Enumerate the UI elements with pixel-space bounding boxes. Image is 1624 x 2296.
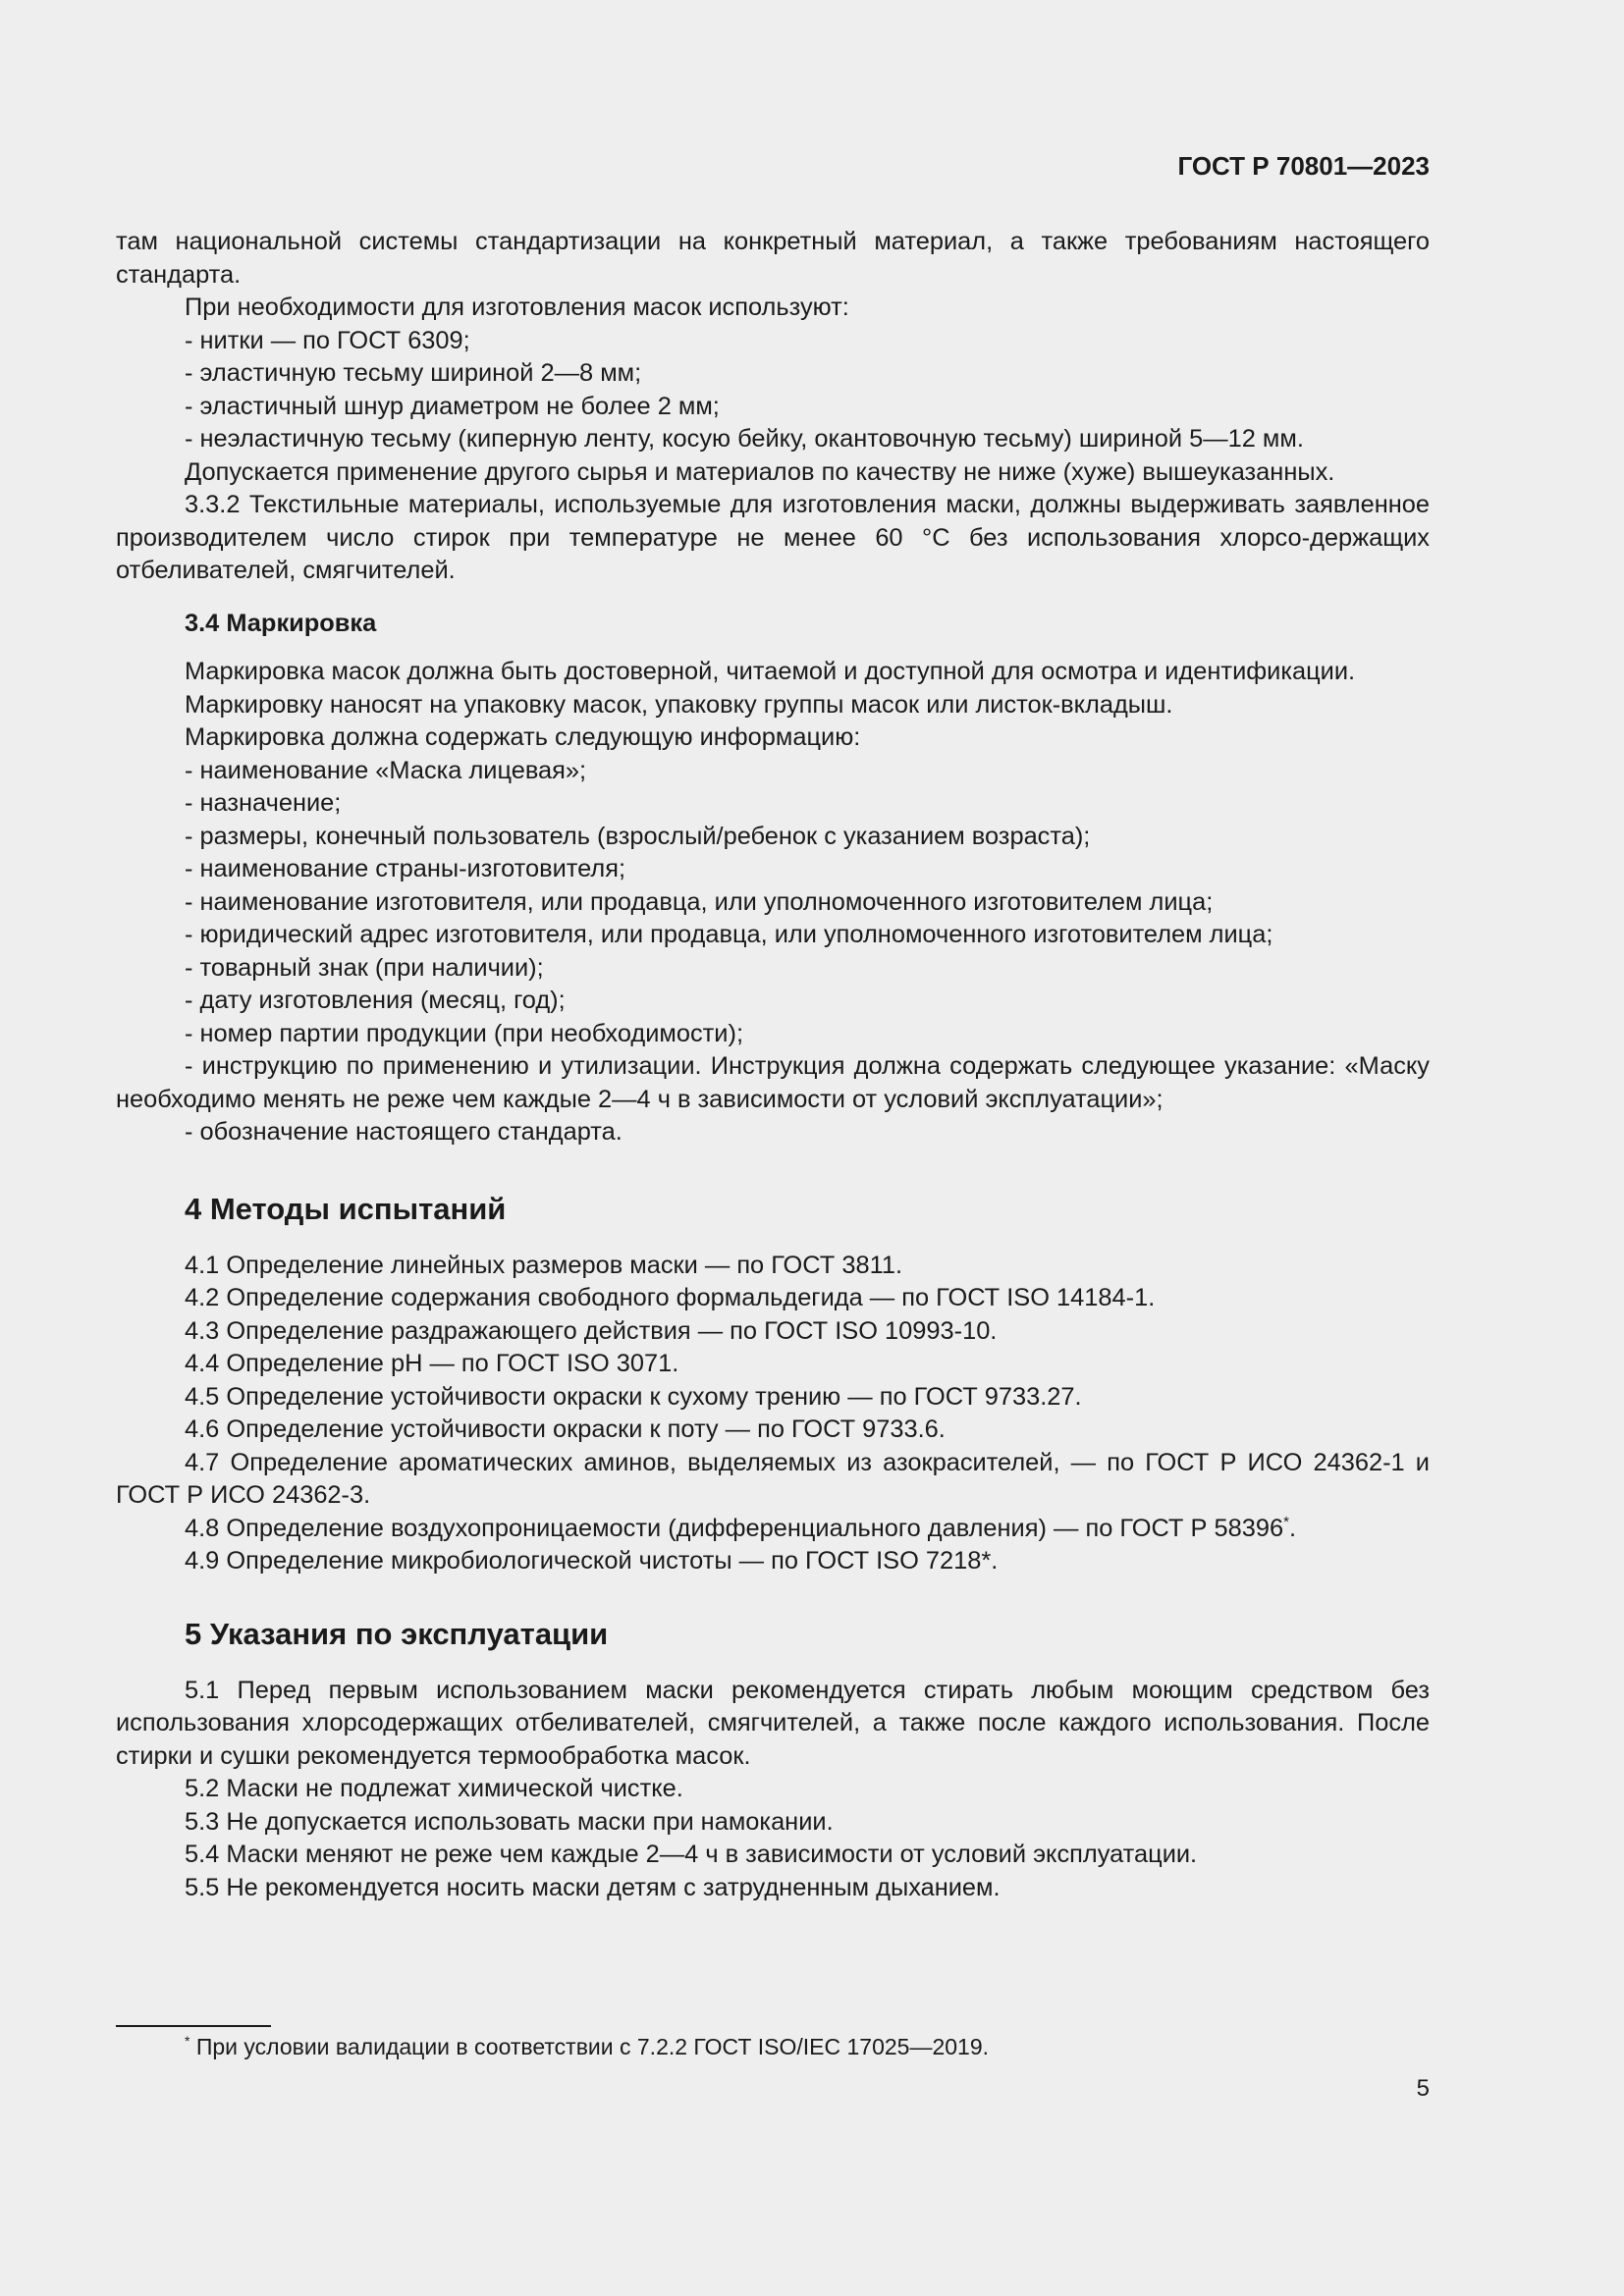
footnote-mark: * [185, 2033, 190, 2049]
list-item: 4.7 Определение ароматических аминов, выделяемых из азокрасителей, — по ГОСТ Р ИСО 24362-1 и ГОСТ Р ИСО 24362-3. [116, 1448, 1430, 1509]
list-item: - юридический адрес изготовителя, или продавца, или уполномоченного изготовителем лица; [185, 921, 1273, 948]
list-item: - назначение; [185, 789, 342, 817]
paragraph: Маркировку наносят на упаковку масок, упаковку группы масок или листок-вкладыш. [185, 690, 1173, 719]
item-text: 4.8 Определение воздухопроницаемости (дифференциального давления) — по ГОСТ Р 58396 [185, 1514, 1284, 1542]
paragraph: Маркировка должна содержать следующую информацию: [185, 723, 861, 751]
paragraphs-top [116, 226, 1430, 588]
list-item: - наименование страны-изготовителя; [185, 855, 626, 882]
list-item: - инструкцию по применению и утилизации. Инструкция должна содержать следующее указание: «Маску необходимо менять не реже чем каждые 2—4 ч в зависимости от условий эксплуатации»; [116, 1052, 1430, 1113]
list-item: - наименование изготовителя, или продавца, или уполномоченного изготовителем лица; [185, 887, 1214, 916]
list-item: - эластичный шнур диаметром не более 2 мм; [185, 392, 720, 420]
list-item: 5.4 Маски меняют не реже чем каждые 2—4 ч в зависимости от условий эксплуатации. [185, 1841, 1198, 1868]
list-item: 4.6 Определение устойчивости окраски к поту — по ГОСТ 9733.6. [185, 1415, 946, 1443]
paragraph: Маркировка масок должна быть достоверной, читаемой и доступной для осмотра и идентификации. [185, 658, 1356, 685]
list-item: 4.2 Определение содержания свободного формальдегида — по ГОСТ ISO 14184-1. [185, 1284, 1156, 1311]
paragraph: Допускается применение другого сырья и материалов по качеству не ниже (хуже) вышеуказанных. [185, 457, 1335, 486]
list-item: 4.1 Определение линейных размеров маски — по ГОСТ 3811. [185, 1251, 903, 1279]
list-item: - эластичную тесьму шириной 2—8 мм; [185, 359, 642, 387]
page-number: 5 [1416, 2075, 1430, 2102]
paragraph: 3.3.2 Текстильные материалы, используемые для изготовления маски, должны выдерживать заявленное производителем число стирок при температуре не менее 60 °С без использования хлорсо-держащих отбеливателей, смягчителей. [116, 491, 1430, 584]
list-item: - неэластичную тесьму (киперную ленту, косую бейку, окантовочную тесьму) шириной 5—12 мм. [185, 425, 1304, 453]
list-item: 5.5 Не рекомендуется носить маски детям с затрудненным дыханием. [185, 1873, 1001, 1901]
footnote-text: При условии валидации в соответствии с 7.2.2 ГОСТ ISO/IEC 17025—2019. [189, 2034, 990, 2059]
list-item: 5.2 Маски не подлежат химической чистке. [185, 1775, 683, 1802]
section-heading: 5 Указания по эксплуатации [185, 1616, 609, 1651]
paragraph: При необходимости для изготовления масок используют: [185, 294, 849, 321]
list-item: 4.4 Определение рН — по ГОСТ ISO 3071. [185, 1350, 679, 1377]
item-tail: . [1288, 1514, 1297, 1542]
section-3-4 [116, 608, 1430, 1149]
list-item: - наименование «Маска лицевая»; [185, 756, 587, 784]
list-item: 5.1 Перед первым использованием маски рекомендуется стирать любым моющим средством без использования хлорсодержащих отбеливателей, смягчителей, а также после каждого использования. После стирки и сушки рекомендуется термообработка масок. [116, 1676, 1430, 1770]
list-item: 4.5 Определение устойчивости окраски к сухому трению — по ГОСТ 9733.27. [185, 1382, 1082, 1411]
list-item: - размеры, конечный пользователь (взрослый/ребенок с указанием возраста); [185, 822, 1091, 850]
list-item: - нитки — по ГОСТ 6309; [185, 326, 470, 354]
list-item: - обозначение настоящего стандарта. [185, 1118, 623, 1146]
section-heading: 4 Методы испытаний [185, 1191, 507, 1226]
paragraph: там национальной системы стандартизации на конкретный материал, а также требованиям настоящего стандарта. [116, 228, 1430, 289]
section-heading: 3.4 Маркировка [185, 609, 377, 637]
list-item: - номер партии продукции (при необходимости); [185, 1019, 743, 1047]
list-item: - дату изготовления (месяц, год); [185, 987, 566, 1014]
list-item: 4.3 Определение раздражающего действия — по ГОСТ ISO 10993-10. [185, 1316, 998, 1345]
footnote-divider [116, 2025, 271, 2027]
section-4 [116, 1191, 1430, 1578]
list-item: 5.3 Не допускается использовать маски при намокании. [185, 1807, 834, 1836]
document-body [116, 226, 1430, 1904]
section-5 [116, 1616, 1430, 1905]
list-item: - товарный знак (при наличии); [185, 953, 544, 982]
footnote-ref: * [1283, 1513, 1289, 1530]
footnote [185, 2032, 989, 2061]
list-item: 4.9 Определение микробиологической чистоты — по ГОСТ ISO 7218*. [185, 1547, 999, 1575]
list-item [116, 1513, 1430, 1546]
document-header-id: ГОСТ Р 70801—2023 [1177, 151, 1430, 181]
